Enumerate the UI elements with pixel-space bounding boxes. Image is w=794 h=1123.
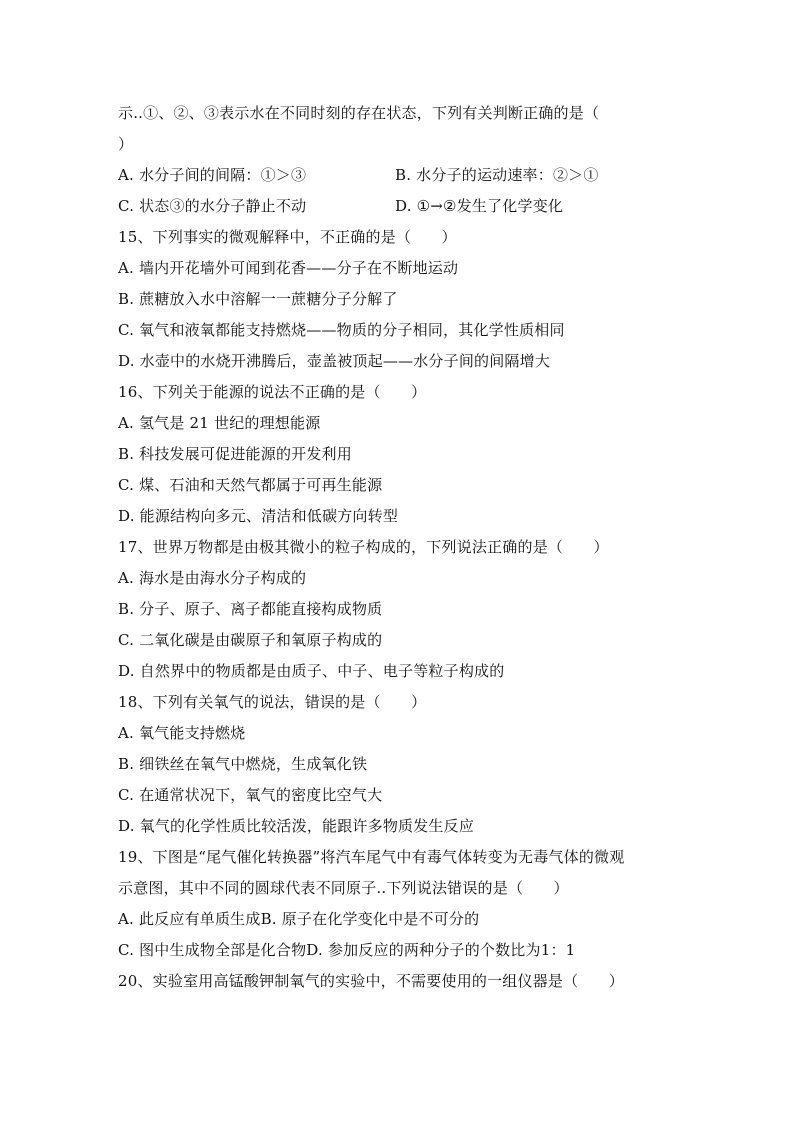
q18-option-a: A. 氧气能支持燃烧 <box>118 724 246 742</box>
q14-continuation-line-1: 示..①、②、③表示水在不同时刻的存在状态，下列有关判断正确的是（ <box>118 104 600 122</box>
q14-option-c: C. 状态③的水分子静止不动 <box>118 197 307 215</box>
q20-stem: 20、实验室用高锰酸钾制氧气的实验中，不需要使用的一组仪器是（ ） <box>118 972 624 990</box>
q14-option-a: A. 水分子间的间隔：①＞③ <box>118 166 307 184</box>
q19-options-ab: A. 此反应有单质生成B. 原子在化学变化中是不可分的 <box>118 910 480 928</box>
q15-stem: 15、下列事实的微观解释中，不正确的是（ ） <box>118 228 457 246</box>
q18-option-d: D. 氧气的化学性质比较活泼，能跟许多物质发生反应 <box>118 817 475 835</box>
q15-option-c: C. 氧气和液氧都能支持燃烧——物质的分子相同，其化学性质相同 <box>118 321 565 339</box>
q14-options-row-2 <box>118 191 678 222</box>
q17-option-c: C. 二氧化碳是由碳原子和氧原子构成的 <box>118 631 383 649</box>
q14-continuation-line-2: ） <box>118 135 134 153</box>
exam-page <box>118 98 678 997</box>
q15-option-b: B. 蔗糖放入水中溶解一一蔗糖分子分解了 <box>118 290 398 308</box>
q14-option-d: D. ①→②发生了化学变化 <box>395 197 564 215</box>
q16-option-a: A. 氢气是 21 世纪的理想能源 <box>118 414 321 432</box>
q14-option-b: B. 水分子的运动速率：②＞① <box>395 166 599 184</box>
q17-stem: 17、世界万物都是由极其微小的粒子构成的，下列说法正确的是（ ） <box>118 538 609 556</box>
q17-option-a: A. 海水是由海水分子构成的 <box>118 569 307 587</box>
q16-option-d: D. 能源结构向多元、清洁和低碳方向转型 <box>118 507 399 525</box>
q14-options-row-1 <box>118 160 678 191</box>
q19-stem-line-1: 19、下图是“尾气催化转换器”将汽车尾气中有毒气体转变为无毒气体的微观 <box>118 848 625 866</box>
q16-option-b: B. 科技发展可促进能源的开发利用 <box>118 445 352 463</box>
q18-option-c: C. 在通常状况下，氧气的密度比空气大 <box>118 786 383 804</box>
q17-option-d: D. 自然界中的物质都是由质子、中子、电子等粒子构成的 <box>118 662 505 680</box>
q16-option-c: C. 煤、石油和天然气都属于可再生能源 <box>118 476 383 494</box>
q15-option-d: D. 水壶中的水烧开沸腾后，壶盖被顶起——水分子间的间隔增大 <box>118 352 551 370</box>
q15-option-a: A. 墙内开花墙外可闻到花香——分子在不断地运动 <box>118 259 459 277</box>
q19-stem-line-2: 示意图，其中不同的圆球代表不同原子..下列说法错误的是（ ） <box>118 879 569 897</box>
q17-option-b: B. 分子、原子、离子都能直接构成物质 <box>118 600 383 618</box>
q16-stem: 16、下列关于能源的说法不正确的是（ ） <box>118 383 427 401</box>
q19-options-cd: C. 图中生成物全部是化合物D. 参加反应的两种分子的个数比为1：1 <box>118 941 576 959</box>
q18-stem: 18、下列有关氧气的说法，错误的是（ ） <box>118 693 427 711</box>
q18-option-b: B. 细铁丝在氧气中燃烧，生成氧化铁 <box>118 755 368 773</box>
